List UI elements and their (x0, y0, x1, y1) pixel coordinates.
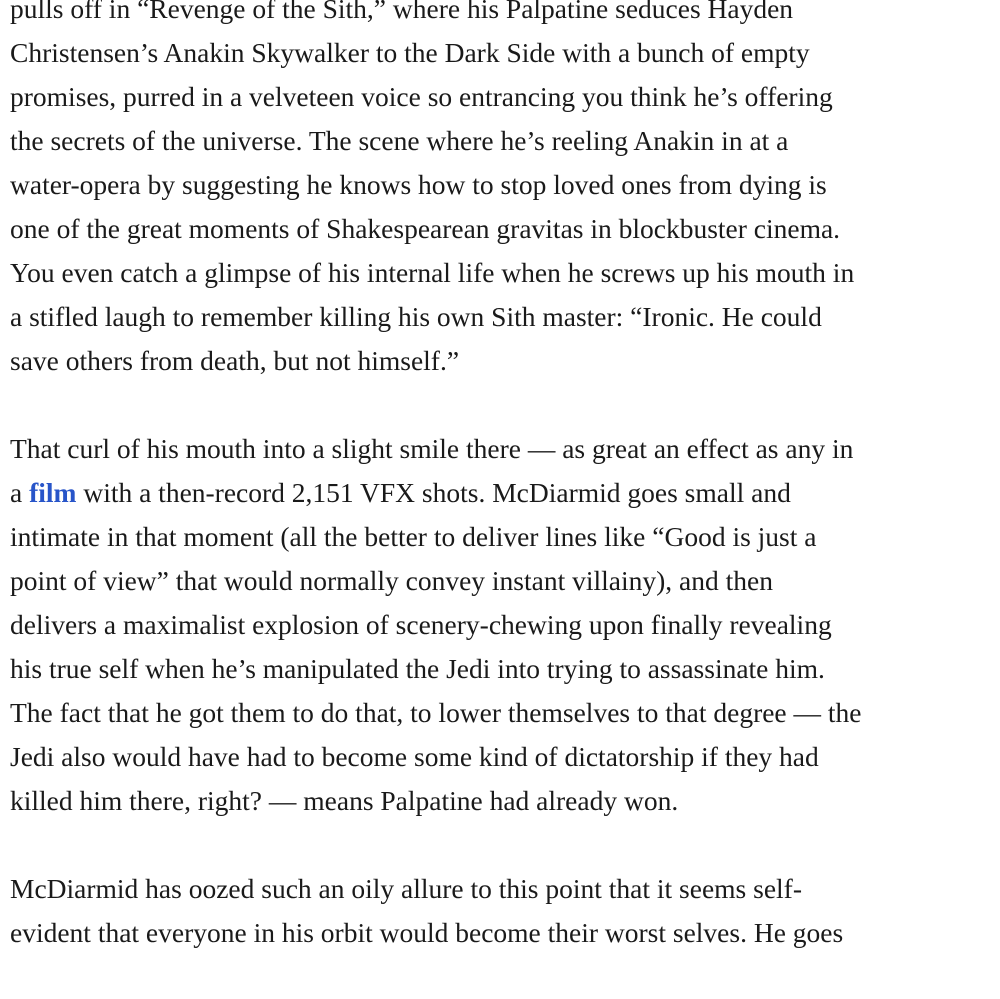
text-line: The fact that he got them to do that, to lower themselves to that degree — the (10, 697, 862, 728)
text-line: save others from death, but not himself.” (10, 345, 460, 376)
text-line: one of the great moments of Shakespearean gravitas in blockbuster cinema. (10, 213, 841, 244)
article-body (10, 0, 995, 999)
text-line: point of view” that would normally convey instant villainy), and then (10, 565, 773, 596)
text-line: Christensen’s Anakin Skywalker to the Dark Side with a bunch of empty (10, 37, 810, 68)
paragraph-1 (10, 0, 995, 383)
text-line: water-opera by suggesting he knows how to stop loved ones from dying is (10, 169, 827, 200)
text-line: You even catch a glimpse of his internal life when he screws up his mouth in (10, 257, 855, 288)
text-line: delivers a maximalist explosion of scenery-chewing upon finally revealing (10, 609, 832, 640)
text-segment: with a then-record 2,151 VFX shots. McDiarmid goes small and (76, 477, 791, 508)
text-line: pulls off in “Revenge of the Sith,” where his Palpatine seduces Hayden (10, 0, 794, 24)
text-segment: a (10, 477, 30, 508)
text-line: McDiarmid has oozed such an oily allure to this point that it seems self- (10, 873, 802, 904)
paragraph-3 (10, 867, 995, 955)
text-line: intimate in that moment (all the better to deliver lines like “Good is just a (10, 521, 817, 552)
text-line: evident that everyone in his orbit would become their worst selves. He goes (10, 917, 844, 948)
paragraph-2 (10, 427, 995, 823)
text-line: the secrets of the universe. The scene where he’s reeling Anakin in at a (10, 125, 789, 156)
text-line: a stifled laugh to remember killing his own Sith master: “Ironic. He could (10, 301, 822, 332)
text-line: That curl of his mouth into a slight smile there — as great an effect as any in (10, 433, 854, 464)
text-line: killed him there, right? — means Palpatine had already won. (10, 785, 679, 816)
film-link[interactable]: film (29, 477, 77, 508)
text-line: Jedi also would have had to become some kind of dictatorship if they had (10, 741, 819, 772)
text-line: his true self when he’s manipulated the Jedi into trying to assassinate him. (10, 653, 825, 684)
text-line-with-link (10, 471, 995, 515)
text-line: promises, purred in a velveteen voice so entrancing you think he’s offering (10, 81, 833, 112)
